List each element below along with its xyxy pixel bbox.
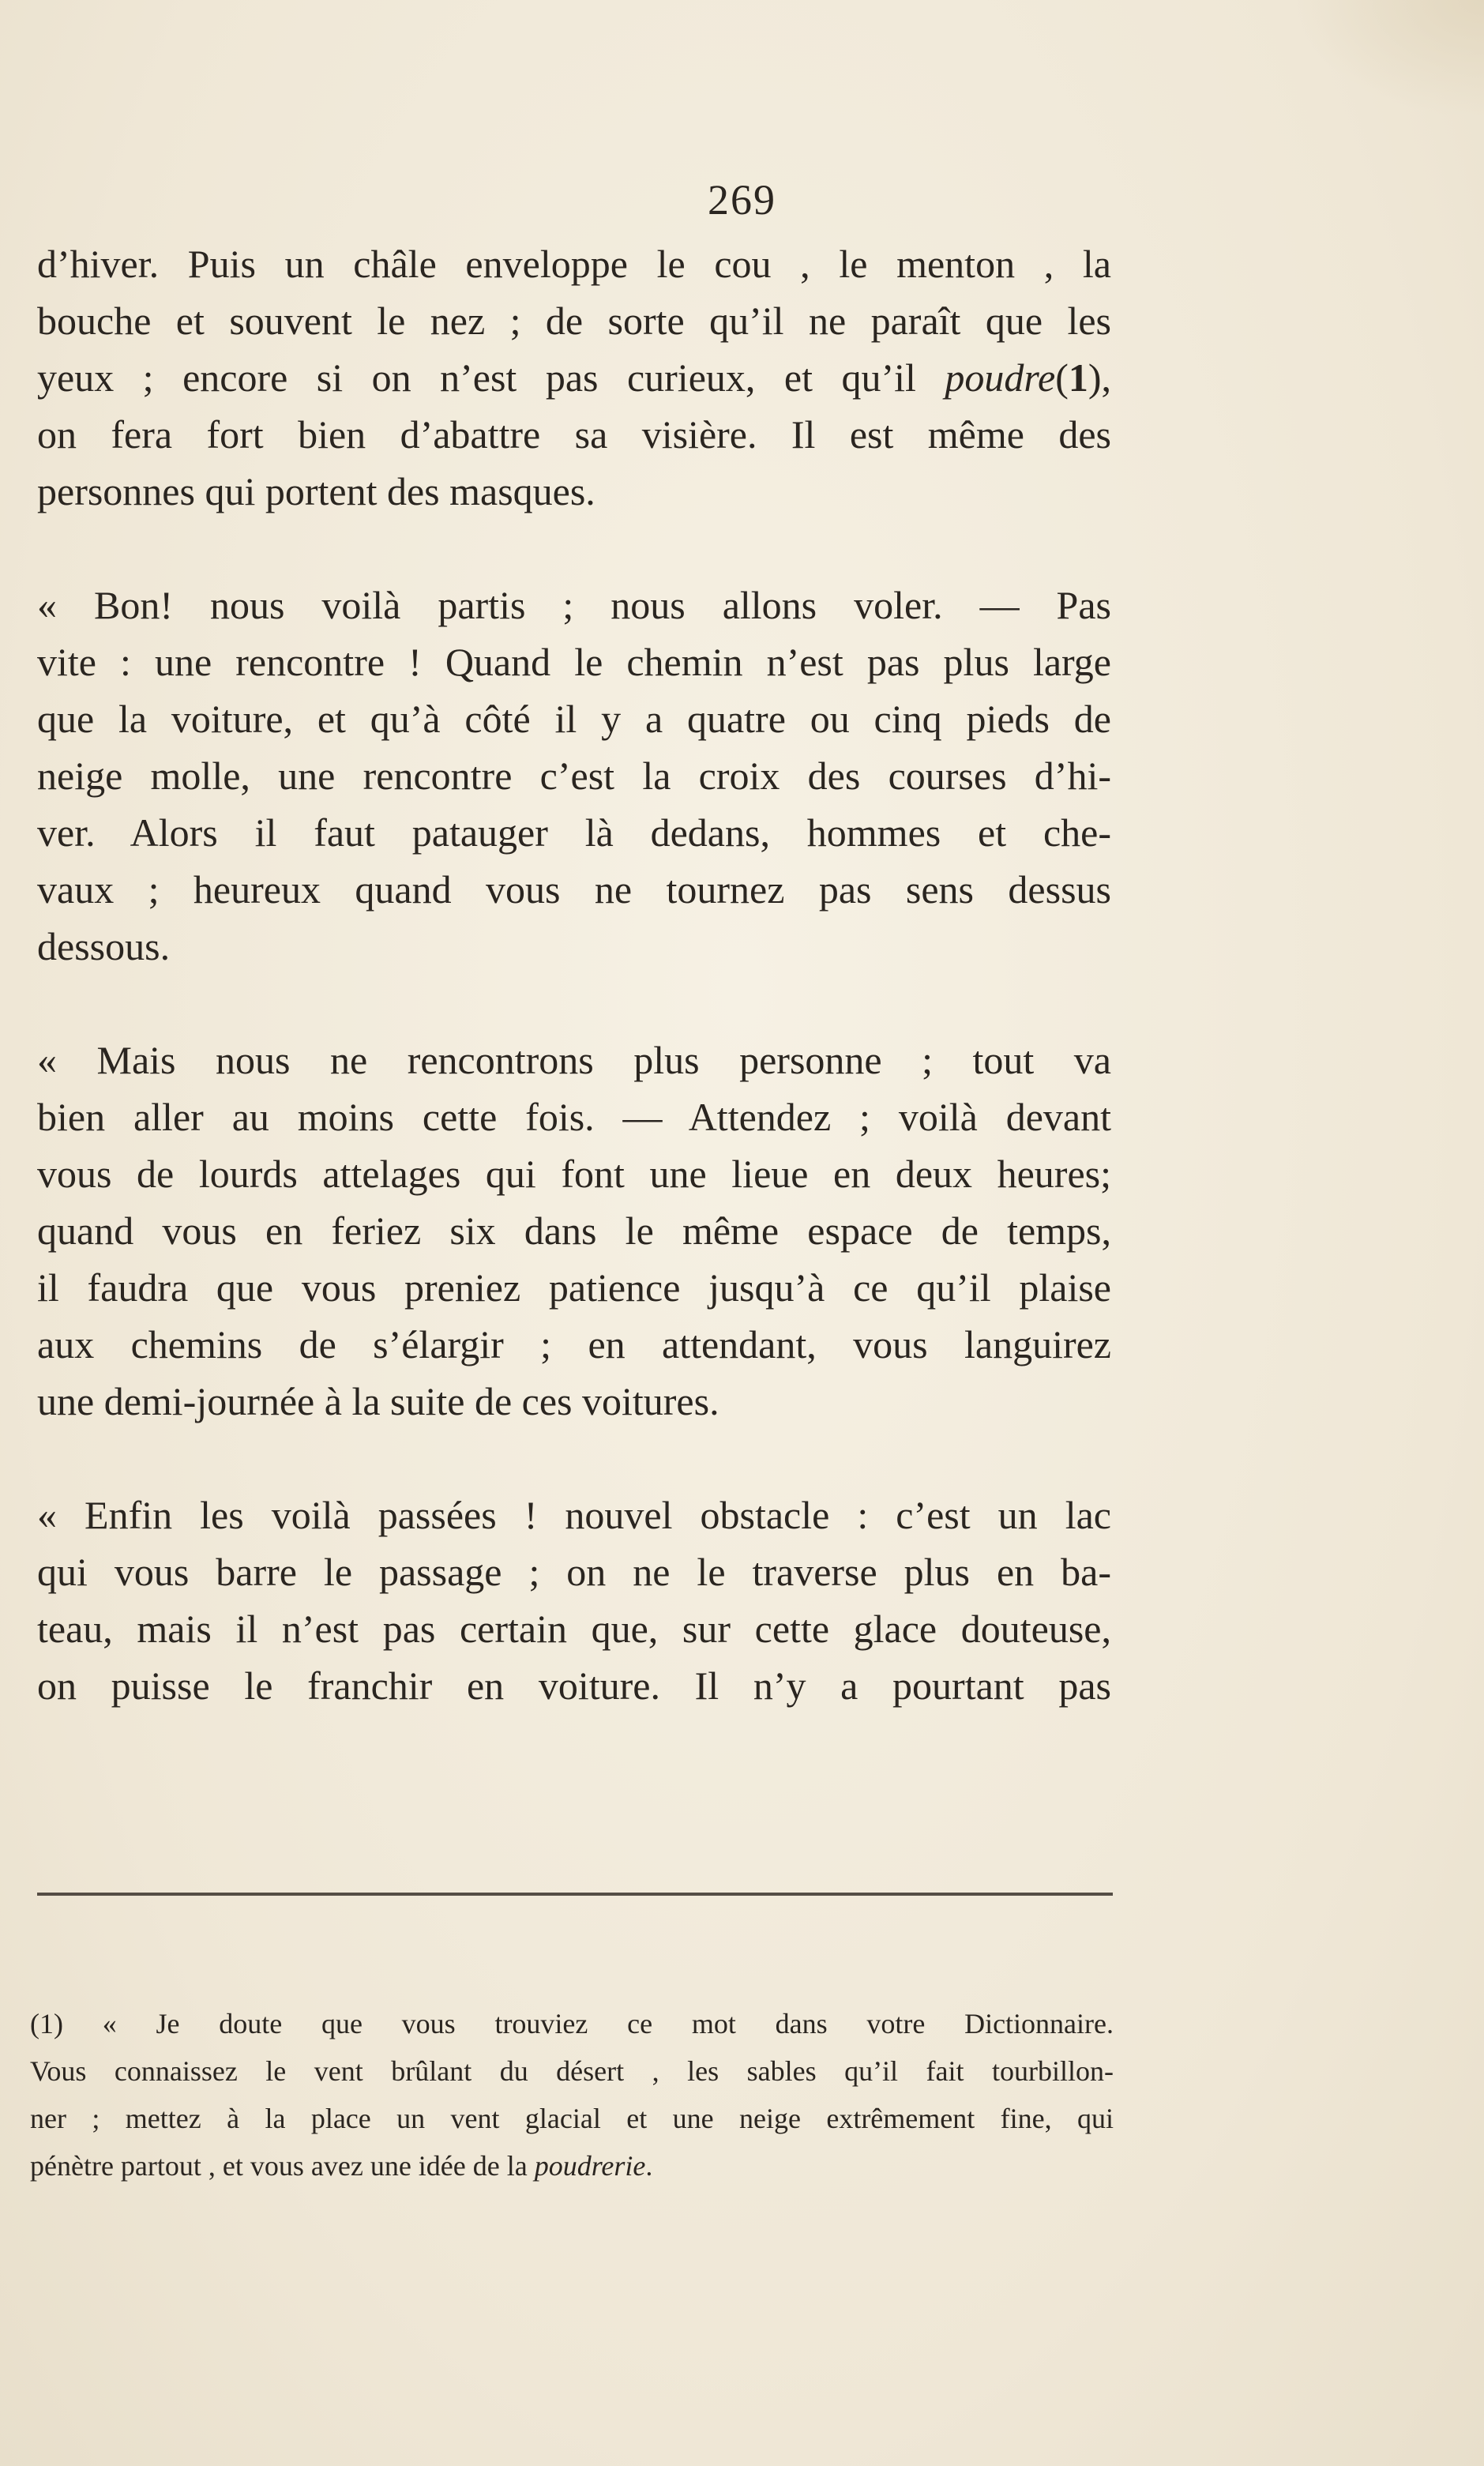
- footnote-line: (1) « Je doute que vous trouviez ce mot dans votre Dictionnaire.: [30, 2008, 1114, 2039]
- text-line: il faudra que vous preniez patience jusqu’à ce qu’il plaise: [37, 1265, 1111, 1310]
- text-line: « Enfin les voilà passées ! nouvel obstacle : c’est un lac: [37, 1493, 1111, 1537]
- footnote-line: Vous connaissez le vent brûlant du désert , les sables qu’il fait tourbillon-: [30, 2055, 1114, 2087]
- text-line: bien aller au moins cette fois. — Attendez ; voilà devant: [37, 1095, 1111, 1139]
- text-line: aux chemins de s’élargir ; en attendant, vous languirez: [37, 1322, 1111, 1366]
- body-text: [37, 235, 1111, 1714]
- footnote-line: pénètre partout , et vous avez une idée de la poudrerie.: [30, 2150, 653, 2182]
- text-line: ver. Alors il faut patauger là dedans, hommes et che-: [37, 810, 1111, 855]
- text-line: teau, mais il n’est pas certain que, sur cette glace douteuse,: [37, 1607, 1111, 1651]
- text-line: une demi-journée à la suite de ces voitures.: [37, 1379, 719, 1423]
- italic-term: poudre: [945, 355, 1056, 400]
- text-line: bouche et souvent le nez ; de sorte qu’il ne paraît que les: [37, 299, 1111, 343]
- text-line: que la voiture, et qu’à côté il y a quatre ou cinq pieds de: [37, 697, 1111, 741]
- text-line: personnes qui portent des masques.: [37, 469, 595, 513]
- text-line: yeux ; encore si on n’est pas curieux, et qu’il poudre(1),: [37, 355, 1111, 400]
- text-line: vous de lourds attelages qui font une lieue en deux heures;: [37, 1152, 1111, 1196]
- footnote: [30, 2000, 1114, 2190]
- text-line: quand vous en feriez six dans le même espace de temps,: [37, 1209, 1111, 1253]
- page-stain: [1294, 0, 1484, 118]
- text-line: neige molle, une rencontre c’est la croix des courses d’hi-: [37, 754, 1111, 798]
- text-line: on fera fort bien d’abattre sa visière. Il est même des: [37, 412, 1111, 457]
- text-line: « Bon! nous voilà partis ; nous allons voler. — Pas: [37, 583, 1111, 627]
- footnote-marker: 1: [1068, 355, 1088, 400]
- text-line: dessous.: [37, 924, 171, 968]
- page-number: 269: [708, 176, 776, 224]
- italic-term: poudrerie: [534, 2150, 646, 2182]
- footnote-line: ner ; mettez à la place un vent glacial et une neige extrêmement fine, qui: [30, 2103, 1114, 2134]
- text-line: qui vous barre le passage ; on ne le traverse plus en ba-: [37, 1550, 1111, 1594]
- text-line: on puisse le franchir en voiture. Il n’y a pourtant pas: [37, 1663, 1111, 1708]
- text-line: « Mais nous ne rencontrons plus personne ; tout va: [37, 1038, 1111, 1082]
- footnote-divider: [37, 1893, 1113, 1896]
- text-line: vaux ; heureux quand vous ne tournez pas sens dessus: [37, 867, 1111, 912]
- text-line: vite : une rencontre ! Quand le chemin n’est pas plus large: [37, 640, 1111, 684]
- text-line: d’hiver. Puis un châle enveloppe le cou , le menton , la: [37, 242, 1111, 286]
